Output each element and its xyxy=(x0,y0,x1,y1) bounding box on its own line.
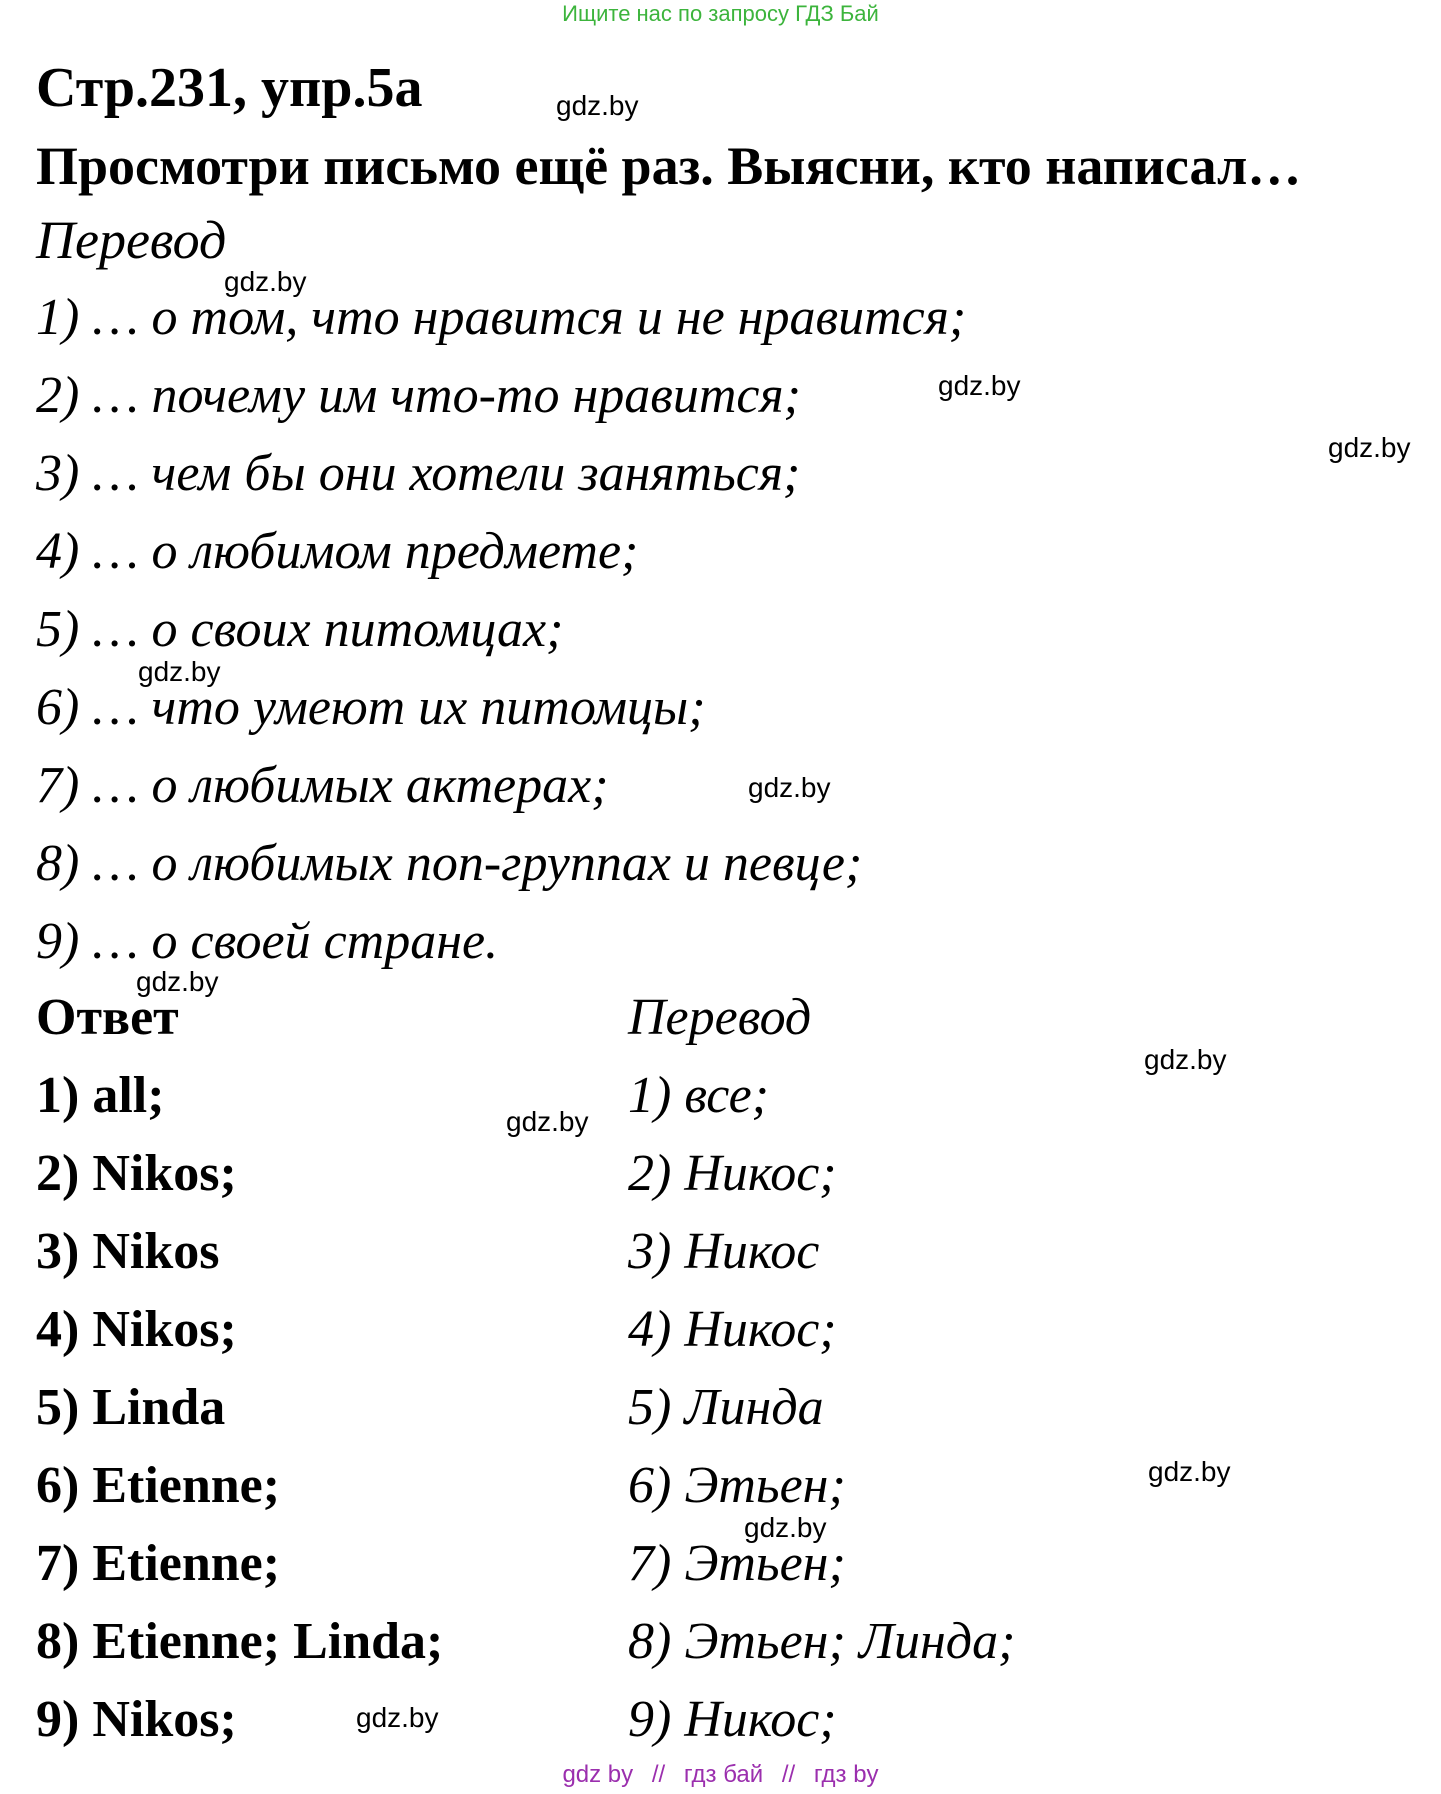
answer-item: 1) all; xyxy=(36,1067,165,1124)
answer-translation-item: 2) Никос; xyxy=(628,1145,837,1202)
task-item: 7) … о любимых актерах; xyxy=(36,757,609,814)
answer-translation-item: 4) Никос; xyxy=(628,1301,837,1358)
answer-item: 5) Linda xyxy=(36,1379,226,1436)
task-item: 5) … о своих питомцах; xyxy=(36,601,564,658)
answer-item: 3) Nikos xyxy=(36,1223,220,1280)
footer-separator: // xyxy=(781,1761,796,1788)
page-title: Стр.231, упр.5а xyxy=(36,57,423,119)
answer-translation-item: 8) Этьен; Линда; xyxy=(628,1613,1016,1670)
watermark: gdz.by xyxy=(506,1106,589,1137)
watermark: gdz.by xyxy=(1148,1456,1231,1487)
watermark: gdz.by xyxy=(744,1512,827,1543)
watermark: gdz.by xyxy=(136,966,219,997)
answer-translation-heading: Перевод xyxy=(628,989,812,1046)
translation-heading: Перевод xyxy=(36,210,227,270)
task-item: 4) … о любимом предмете; xyxy=(36,523,639,580)
answer-translation-item: 9) Никос; xyxy=(628,1691,837,1748)
task-item: 3) … чем бы они хотели заняться; xyxy=(36,445,801,502)
watermark: gdz.by xyxy=(1328,432,1411,463)
answer-item: 8) Etienne; Linda; xyxy=(36,1613,444,1670)
answer-item: 4) Nikos; xyxy=(36,1301,237,1358)
answer-translation-item: 5) Линда xyxy=(628,1379,824,1436)
footer-links xyxy=(0,1760,1441,1790)
answer-item: 9) Nikos; xyxy=(36,1691,237,1748)
watermark: gdz.by xyxy=(224,266,307,297)
answer-item: 2) Nikos; xyxy=(36,1145,237,1202)
answer-translation-item: 6) Этьен; xyxy=(628,1457,846,1514)
task-item: 2) … почему им что-то нравится; xyxy=(36,367,801,424)
watermark: gdz.by xyxy=(356,1702,439,1733)
watermark: gdz.by xyxy=(938,370,1021,401)
answer-translation-item: 3) Никос xyxy=(628,1223,820,1280)
watermark: gdz.by xyxy=(748,772,831,803)
task-item: 9) … о своей стране. xyxy=(36,913,499,970)
task-item: 1) … о том, что нравится и не нравится; xyxy=(36,289,967,346)
watermark: gdz.by xyxy=(556,90,639,121)
top-banner: Ищите нас по запросу ГДЗ Бай xyxy=(562,1,879,26)
watermark: gdz.by xyxy=(1144,1044,1227,1075)
footer-link[interactable]: гдз бай xyxy=(683,1761,764,1788)
answer-translation-item: 1) все; xyxy=(628,1067,769,1124)
answer-item: 7) Etienne; xyxy=(36,1535,281,1592)
footer-link[interactable]: гдз by xyxy=(813,1761,879,1788)
footer-separator: // xyxy=(651,1761,666,1788)
task-item: 8) … о любимых поп-группах и певце; xyxy=(36,835,863,892)
answer-item: 6) Etienne; xyxy=(36,1457,281,1514)
exercise-instruction: Просмотри письмо ещё раз. Выясни, кто написал… xyxy=(36,136,1302,196)
answer-heading: Ответ xyxy=(36,989,179,1046)
footer-link[interactable]: gdz by xyxy=(562,1761,634,1788)
watermark: gdz.by xyxy=(138,656,221,687)
answer-translation-item: 7) Этьен; xyxy=(628,1535,846,1592)
task-item: 6) … что умеют их питомцы; xyxy=(36,679,706,736)
